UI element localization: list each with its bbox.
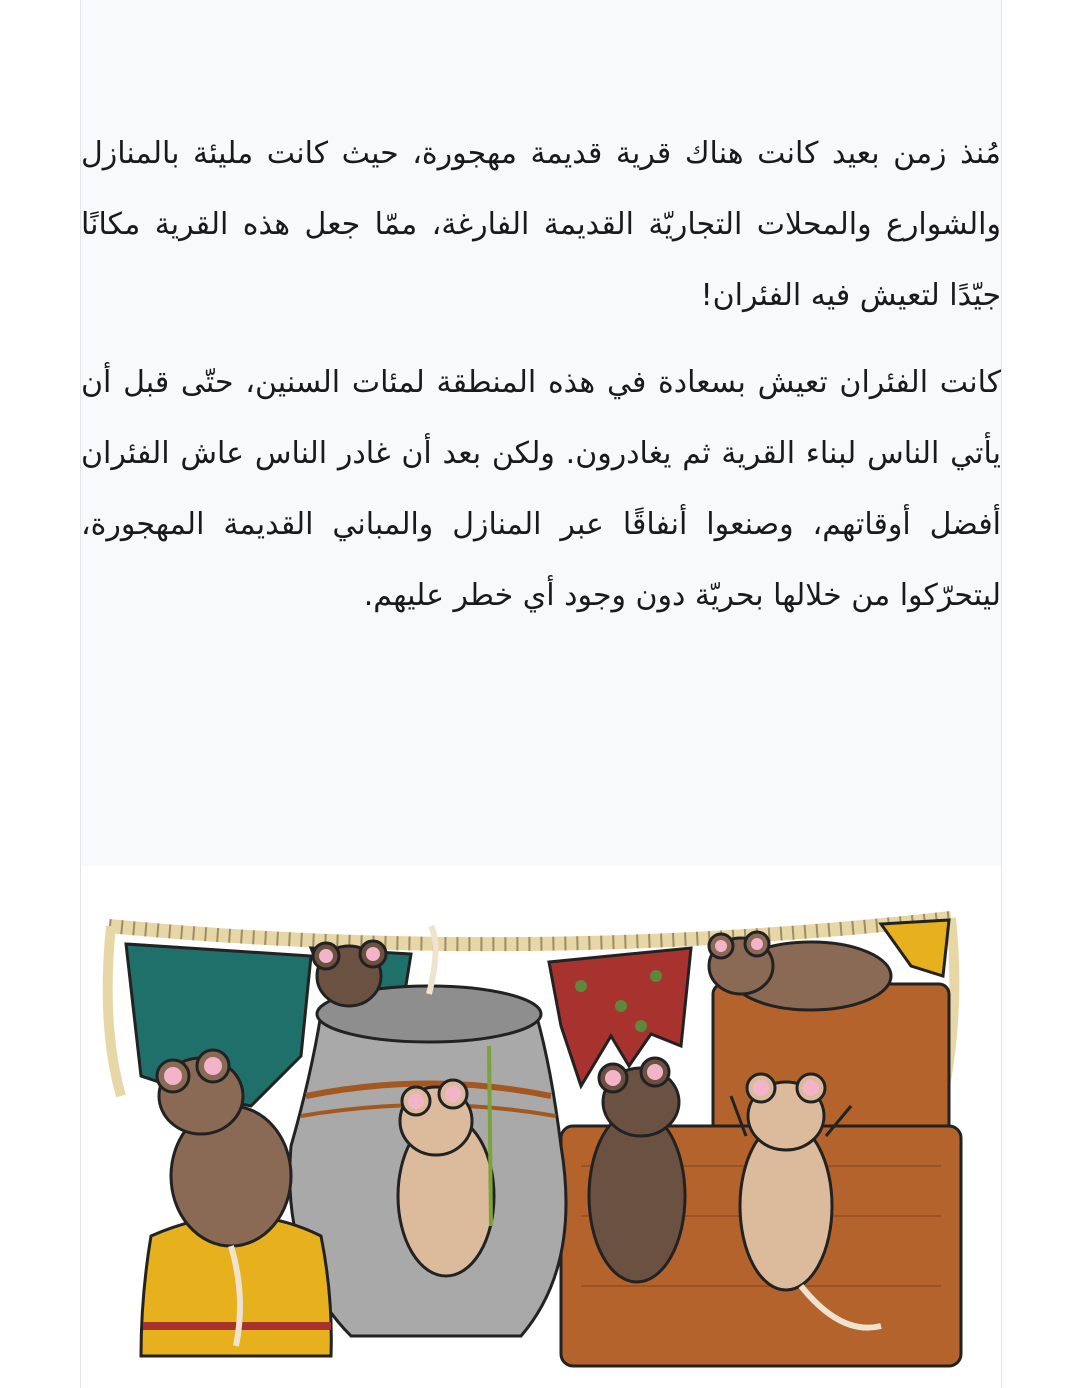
dark-mouse-climbing [589,1058,685,1282]
story-paragraph-1: مُنذ زمن بعيد كانت هناك قرية قديمة مهجورة، حيث كانت مليئة بالمنازل والشوارع والمحلات التجاريّة القديمة الفارغة، ممّا جعل هذه القرية مكانًا جيّدًا لتعيش فيه الفئران! [81,136,1001,313]
document-page [80,0,1002,1388]
story-paragraph-2: كانت الفئران تعيش بسعادة في هذه المنطقة لمئات السنين، حتّى قبل أن يأتي الناس لبناء القرية ثم يغادرون. ولكن بعد أن غادر الناس عاش الفئران أفضل أوقاتهم، وصنعوا أنفاقًا عبر المنازل والمباني القديمة المهجورة، ليتحرّكوا من خلالها بحريّة دون وجود أي خطر عليهم. [81,365,1001,613]
watermark: قصص [453,1340,520,1370]
story-illustration [81,866,1001,1388]
rope-left-drop [108,926,121,1096]
mice-illustration [81,866,1001,1388]
yellow-flag [881,920,949,976]
story-text [81,118,1001,631]
